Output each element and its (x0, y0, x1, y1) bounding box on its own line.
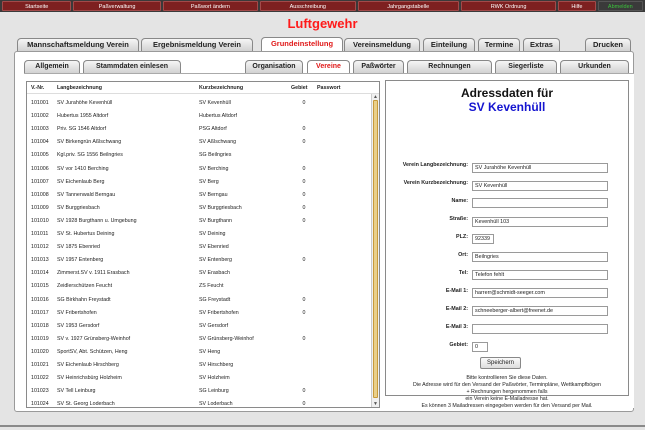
cell-vnr: 101007 (31, 178, 49, 185)
nav-passwort-aendern[interactable]: Paßwort ändern (163, 1, 258, 11)
cell-kurzbezeichnung: SV Burggriesbach (199, 204, 242, 211)
table-row[interactable] (27, 266, 371, 280)
table-row[interactable] (27, 148, 371, 162)
subtab-rechnungen[interactable]: Rechnungen (407, 60, 492, 73)
subtab-allgemein[interactable]: Allgemein (24, 60, 80, 73)
cell-langbezeichnung: SV St. Hubertus Deining (57, 231, 115, 237)
cell-kurzbezeichnung: SV Kevenhüll (199, 100, 231, 106)
nav-ausschreibung[interactable]: Ausschreibung (260, 1, 355, 11)
subtab-urkunden[interactable]: Urkunden (560, 60, 629, 73)
subtab-passwoerter[interactable]: Paßwörter (353, 60, 404, 73)
cell-passwort (317, 371, 361, 385)
cell-vnr: 101010 (31, 217, 49, 224)
table-row[interactable] (27, 201, 371, 215)
cell-vnr: 101001 (31, 100, 49, 106)
table-row[interactable] (27, 384, 371, 398)
cell-langbezeichnung: SV Tannenwald Berngau (57, 191, 116, 198)
field-label-email-3: E-Mail 3: (445, 324, 468, 330)
cell-passwort (317, 109, 361, 123)
nav-jahrgangstabelle[interactable]: Jahrgangstabelle (358, 1, 459, 11)
cell-kurzbezeichnung: SG Beilngries (199, 152, 232, 159)
cell-passwort (317, 332, 361, 346)
cell-passwort (317, 240, 361, 254)
field-label-strasse: Straße: (449, 216, 468, 222)
cell-passwort (317, 135, 361, 149)
cell-vnr: 101015 (31, 283, 49, 290)
cell-vnr: 101012 (31, 244, 49, 251)
table-row[interactable] (27, 345, 371, 359)
tab-grundeinstellung[interactable]: Grundeinstellung (261, 37, 343, 51)
table-row[interactable] (27, 293, 371, 307)
scroll-thumb[interactable] (373, 100, 378, 398)
cell-gebiet: 0 (302, 100, 306, 106)
cell-gebiet (291, 240, 317, 254)
strasse-field[interactable]: Kevenhüll 103 (472, 217, 608, 227)
cell-gebiet: 0 (302, 309, 306, 316)
cell-langbezeichnung: SV Jurahöhe Kevenhüll (57, 100, 113, 106)
cell-vnr: 101008 (31, 191, 49, 198)
cell-vnr: 101009 (31, 204, 49, 211)
cell-passwort (317, 397, 361, 408)
cell-passwort (317, 266, 361, 280)
field-label-email-1: E-Mail 1: (445, 288, 468, 294)
cell-vnr: 101011 (31, 231, 49, 237)
subtab-stammdaten-einlesen[interactable]: Stammdaten einlesen (83, 60, 181, 73)
cell-gebiet: 0 (302, 296, 306, 303)
cell-vnr: 101013 (31, 257, 49, 264)
cell-gebiet (291, 345, 317, 359)
cell-passwort (317, 345, 361, 359)
info-note-line: ein Verein keine E-Mailadresse hat. (465, 396, 549, 402)
table-row[interactable] (27, 319, 371, 333)
club-list (26, 81, 380, 408)
cell-langbezeichnung: SV Fribertshofen (57, 309, 97, 316)
cell-vnr: 101023 (31, 388, 49, 395)
nav-rwk-ordnung[interactable]: RWK Ordnung (461, 1, 556, 11)
column-header-nr[interactable]: V.-Nr. (31, 85, 45, 91)
field-label-ort: Ort: (458, 252, 468, 258)
cell-langbezeichnung: SV Eichenlaub Berg (57, 178, 105, 185)
column-header-langbezeichnung[interactable]: Langbezeichnung (57, 85, 103, 91)
cell-vnr: 101022 (31, 375, 49, 382)
table-row[interactable] (27, 227, 371, 241)
nav-hilfe[interactable]: Hilfe (558, 1, 595, 11)
cell-gebiet (291, 109, 317, 123)
table-row[interactable] (27, 188, 371, 202)
cell-kurzbezeichnung: ZS Feucht (199, 283, 224, 290)
table-row[interactable] (27, 397, 371, 408)
cell-kurzbezeichnung: SV Berngau (199, 191, 228, 198)
plz-field[interactable]: 92339 (472, 234, 494, 244)
tab-extras[interactable]: Extras (523, 38, 560, 51)
tab-mannschaftsmeldung-verein[interactable]: Mannschaftsmeldung Verein (17, 38, 139, 51)
column-header-passwort[interactable]: Passwort (317, 85, 341, 91)
cell-kurzbezeichnung: SV Berg (199, 178, 219, 185)
cell-kurzbezeichnung: PSG Altdorf (199, 126, 227, 133)
tab-drucken[interactable]: Drucken (585, 38, 631, 51)
cell-gebiet (291, 371, 317, 385)
cell-langbezeichnung: SV Burggriesbach (57, 204, 100, 211)
cell-passwort (317, 293, 361, 307)
cell-gebiet (291, 148, 317, 162)
cell-gebiet: 0 (302, 165, 306, 172)
field-label-plz: PLZ: (456, 234, 468, 240)
nav-passverwaltung[interactable]: Paßverwaltung (73, 1, 160, 11)
cell-kurzbezeichnung: SV Grünsberg-Weinhof (199, 335, 254, 342)
cell-kurzbezeichnung: SV Holzheim (199, 375, 230, 382)
cell-gebiet: 0 (302, 401, 306, 408)
cell-kurzbezeichnung: SV Berching (199, 165, 229, 172)
cell-gebiet: 0 (302, 204, 306, 211)
nav-startseite[interactable]: Startseite (2, 1, 71, 11)
field-label-name: Name: (451, 198, 468, 204)
cell-langbezeichnung: Zeidlerschützen Feucht (57, 283, 113, 290)
info-note-line: + Rechnungen hergenommen falls (466, 389, 548, 395)
ort-field[interactable]: Beilngries (472, 252, 608, 262)
table-row[interactable] (27, 135, 371, 149)
cell-passwort (317, 227, 361, 241)
address-club-name: SV Kevenhüll (468, 100, 546, 114)
nav-abmelden[interactable]: Abmelden (598, 1, 643, 11)
address-panel (385, 80, 629, 409)
cell-passwort (317, 279, 361, 293)
cell-gebiet: 0 (302, 388, 306, 395)
tel-field[interactable]: Telefon fehlt (472, 270, 608, 280)
table-row[interactable] (27, 371, 371, 385)
tab-termine[interactable]: Termine (478, 38, 520, 51)
save-button[interactable]: Speichern (480, 357, 521, 369)
table-row[interactable] (27, 240, 371, 254)
cell-langbezeichnung: SportSV, Abt. Schützen, Heng (57, 348, 128, 355)
cell-vnr: 101004 (31, 139, 49, 146)
cell-langbezeichnung: Kgl.priv. SG 1556 Beilngries (57, 152, 123, 159)
cell-gebiet (291, 319, 317, 333)
field-label-langbezeichnung: Verein Langbezeichnung: (402, 162, 468, 168)
subtab-organisation[interactable]: Organisation (245, 60, 303, 73)
column-header-kurzbezeichnung[interactable]: Kurzbezeichnung (199, 85, 244, 91)
page-title: Luftgewehr (287, 16, 358, 31)
cell-langbezeichnung: SV 1875 Ebenried (57, 244, 100, 251)
cell-kurzbezeichnung: SV Gersdorf (199, 322, 229, 329)
cell-langbezeichnung: SV 1957 Entenberg (57, 257, 104, 264)
table-row[interactable] (27, 109, 371, 123)
info-note-line: Bitte kontrollieren Sie diese Daten. (466, 375, 548, 381)
table-row[interactable] (27, 162, 371, 176)
table-row[interactable] (27, 96, 371, 110)
top-nav-bar (0, 0, 645, 12)
cell-gebiet: 0 (302, 217, 306, 224)
cell-langbezeichnung: SG Birkhahn Freystadt (57, 296, 111, 303)
cell-kurzbezeichnung: SV Loderbach (199, 401, 233, 408)
cell-kurzbezeichnung: SV Hirschberg (199, 362, 234, 368)
field-label-tel: Tel: (458, 270, 468, 276)
cell-vnr: 101002 (31, 113, 49, 120)
cell-gebiet: 0 (302, 139, 306, 146)
table-row[interactable] (27, 332, 371, 346)
cell-langbezeichnung: SV v. 1927 Grünsberg-Weinhof (57, 335, 131, 342)
table-row[interactable] (27, 253, 371, 267)
cell-passwort (317, 201, 361, 215)
cell-gebiet (291, 227, 317, 241)
tab-vereinsmeldung[interactable]: Vereinsmeldung (344, 38, 420, 51)
cell-langbezeichnung: SV Birkengrün Aßlschwang (57, 139, 122, 146)
cell-kurzbezeichnung: SV Fribertshofen (199, 309, 239, 316)
cell-gebiet: 0 (302, 191, 306, 198)
cell-vnr: 101014 (31, 270, 49, 277)
cell-kurzbezeichnung: SV Entenberg (199, 257, 232, 264)
cell-passwort (317, 188, 361, 202)
cell-langbezeichnung: Zimmerst.SV v. 1911 Erasbach (57, 270, 130, 277)
table-row[interactable] (27, 358, 371, 372)
footer-divider (0, 425, 645, 427)
field-label-kurzbezeichnung: Verein Kurzbezeichnung: (403, 180, 468, 186)
column-header-gebiet[interactable]: Gebiet (291, 85, 308, 91)
cell-passwort (317, 214, 361, 228)
cell-passwort (317, 175, 361, 189)
table-row[interactable] (27, 306, 371, 320)
cell-vnr: 101017 (31, 309, 49, 316)
gebiet-field[interactable]: 0 (472, 342, 488, 352)
cell-kurzbezeichnung: SV Ebenried (199, 244, 229, 251)
cell-gebiet (291, 279, 317, 293)
table-row[interactable] (27, 122, 371, 136)
cell-gebiet: 0 (302, 335, 306, 342)
field-label-gebiet: Gebiet: (449, 342, 468, 348)
tab-einteilung[interactable]: Einteilung (423, 38, 475, 51)
cell-gebiet: 0 (302, 178, 306, 185)
club-list-header (27, 82, 379, 94)
tab-ergebnismeldung-verein[interactable]: Ergebnismeldung Verein (141, 38, 253, 51)
cell-langbezeichnung: SV Tell Leinburg (57, 388, 96, 395)
cell-passwort (317, 358, 361, 372)
cell-kurzbezeichnung: SV Aßlschwang (199, 139, 237, 146)
field-label-email-2: E-Mail 2: (445, 306, 468, 312)
cell-kurzbezeichnung: Hubertus Altdorf (199, 113, 237, 120)
table-row[interactable] (27, 279, 371, 293)
kurzbezeichnung-field[interactable]: SV Kevenhüll (472, 181, 608, 191)
cell-langbezeichnung: Priv. SG 1546 Altdorf (57, 126, 107, 133)
cell-gebiet: 0 (302, 257, 306, 264)
table-row[interactable] (27, 214, 371, 228)
subtab-siegerliste[interactable]: Siegerliste (495, 60, 557, 73)
subtab-vereine[interactable]: Vereine (307, 60, 350, 73)
name-field[interactable] (472, 198, 608, 208)
info-note-line: Die Adresse wird für den Versand der Paßwörter, Terminpläne, Wettkampfbögen (413, 382, 601, 388)
scroll-up-arrow-icon[interactable]: ▲ (373, 94, 378, 100)
cell-kurzbezeichnung: SG Leinburg (199, 388, 229, 395)
cell-passwort (317, 306, 361, 320)
cell-vnr: 101024 (31, 401, 49, 408)
cell-gebiet (291, 266, 317, 280)
cell-passwort (317, 148, 361, 162)
cell-passwort (317, 384, 361, 398)
cell-vnr: 101016 (31, 296, 49, 303)
email-3-field[interactable] (472, 324, 608, 334)
cell-vnr: 101019 (31, 335, 49, 342)
cell-langbezeichnung: SV Heinrichsbürg Holzheim (57, 375, 122, 382)
cell-kurzbezeichnung: SV Burgthann (199, 217, 232, 224)
cell-passwort (317, 253, 361, 267)
cell-langbezeichnung: SV 1928 Burgthann u. Umgebung (57, 217, 137, 224)
cell-langbezeichnung: SV 1953 Gersdorf (57, 322, 100, 329)
cell-vnr: 101021 (31, 362, 49, 368)
cell-langbezeichnung: SV Eichenlaub Hirschberg (57, 362, 119, 368)
cell-vnr: 101018 (31, 322, 49, 329)
email-1-field[interactable]: harrerr@schmidt-seeger.com (472, 288, 608, 298)
cell-gebiet: 0 (302, 126, 306, 133)
cell-langbezeichnung: Hubertus 1955 Altdorf (57, 113, 109, 120)
langbezeichnung-field[interactable]: SV Jurahöhe Kevenhüll (472, 163, 608, 173)
cell-vnr: 101006 (31, 165, 49, 172)
cell-passwort (317, 319, 361, 333)
cell-vnr: 101020 (31, 348, 49, 355)
cell-passwort (317, 96, 361, 110)
cell-kurzbezeichnung: SV Heng (199, 348, 221, 355)
email-2-field[interactable]: schneeberger-albert@freenet.de (472, 306, 608, 316)
cell-vnr: 101003 (31, 126, 49, 133)
cell-passwort (317, 122, 361, 136)
cell-kurzbezeichnung: SV Erasbach (199, 270, 230, 277)
cell-kurzbezeichnung: SG Freystadt (199, 296, 231, 303)
cell-langbezeichnung: SV St. Georg Loderbach (57, 401, 115, 408)
scroll-down-arrow-icon[interactable]: ▼ (373, 401, 378, 407)
cell-vnr: 101005 (31, 152, 49, 159)
cell-kurzbezeichnung: SV Deining (199, 231, 226, 237)
cell-passwort (317, 162, 361, 176)
list-scrollbar[interactable] (371, 94, 379, 407)
cell-gebiet (291, 358, 317, 372)
table-row[interactable] (27, 175, 371, 189)
address-title: Adressdaten für (460, 86, 554, 100)
info-note-line: Es können 3 Mailadressen eingegeben werden für den Versand per Mail. (421, 403, 593, 409)
cell-langbezeichnung: SV vor 1410 Berching (57, 165, 109, 172)
